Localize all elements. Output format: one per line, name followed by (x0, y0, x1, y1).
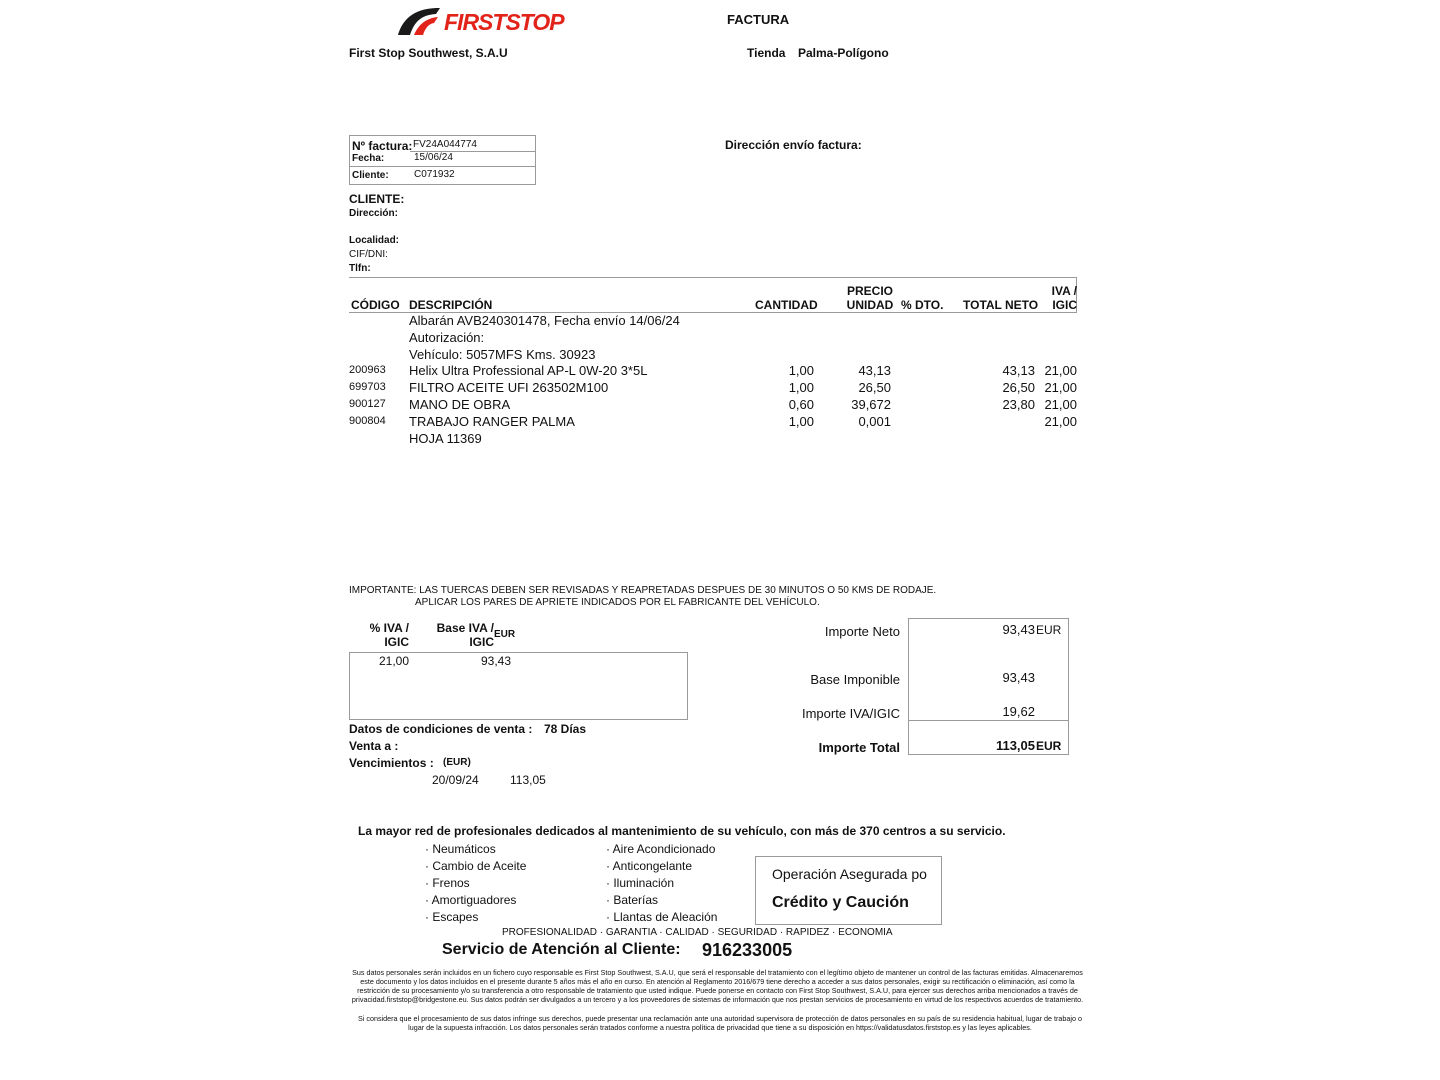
client-heading: CLIENTE: (349, 192, 405, 206)
list-item: · Frenos (425, 876, 470, 890)
store-label: Tienda (747, 46, 786, 60)
due-currency: (EUR) (443, 757, 471, 768)
important-notice: IMPORTANTE: LAS TUERCAS DEBEN SER REVISADAS Y REAPRETADAS DESPUES DE 30 MINUTOS O 50 KMS DE RODAJE. APLICAR LOS PARES DE APRIETE INDICADOS POR EL FABRICANTE DEL VEHÍCULO. (349, 585, 937, 608)
note-delivery: Albarán AVB240301478, Fecha envío 14/06/24 (409, 313, 680, 328)
client-code-label: Cliente: (352, 170, 389, 181)
invoice-date-label: Fecha: (352, 153, 385, 164)
col-unit-price: PRECIO UNIDAD (846, 284, 894, 312)
total-amount-value: 113,05 (995, 738, 1035, 753)
sale-conditions-value: 78 Días (544, 722, 587, 736)
line-notes (409, 312, 680, 363)
col-vat: IVA / IGIC (1051, 284, 1077, 312)
cif-label: CIF/DNI: (349, 249, 388, 260)
list-item: · Neumáticos (425, 842, 496, 856)
list-item: · Aire Acondicionado (606, 842, 716, 856)
address-label: Dirección: (349, 208, 398, 219)
due-date: 20/09/24 (432, 773, 479, 787)
net-amount-value: 93,43 (1002, 622, 1035, 637)
privacy-notice: Sus datos personales serán incluidos en un fichero cuyo responsable es First Stop Southwest, S.A.U, que será el responsable del tratamiento con el legítimo objeto de mantener un control de las facturas emitidas. Almacenaremos este documento y los datos incluidos en el presente durante 5 años más el año en curso. En atención al Reglamento 2016/679 tiene derecho a acceder a sus datos personales, exigir su rectificación o eliminación, así como la restricción de su procesamiento y/o su transferencia a otro responsable de tratamiento que usted indique. Puede ponerse en contacto con First Stop Southwest, S.A.U, para ejercer sus derechos arriba mencionados a través de privacidad.firststop@bridgestone.eu. Sus datos podrán ser divulgados a un tercero y a los proveedores de sistemas de información que nos prestan servicios de procesamiento en virtud de los respectivos acuerdos de tratamiento. (351, 968, 1084, 1004)
locality-label: Localidad: (349, 235, 400, 246)
vat-amount-value: 19,62 (1002, 704, 1035, 719)
list-item: · Baterías (606, 893, 659, 907)
services-left-list (425, 841, 526, 926)
list-item: · Anticongelante (606, 859, 693, 873)
col-description: DESCRIPCIÓN (409, 298, 493, 312)
taxable-base-value: 93,43 (1002, 670, 1035, 685)
due-label: Vencimientos : (349, 756, 434, 770)
col-quantity: CANTIDAD (755, 298, 818, 312)
phone-label: Tlfn: (349, 263, 371, 274)
invoice-date-value: 15/06/24 (414, 152, 453, 163)
vat-amount-label: Importe IVA/IGIC (801, 706, 900, 721)
services-right-list (606, 841, 717, 926)
billing-address-label: Dirección envío factura: (725, 138, 862, 152)
net-amount-currency: EUR (1036, 623, 1062, 637)
footer-tagline: La mayor red de profesionales dedicados al mantenimiento de su vehículo, con más de 370 centros a su servicio. (358, 824, 1006, 838)
insurance-line2: Crédito y Caución (772, 894, 909, 911)
vat-base-currency: EUR (494, 629, 516, 640)
due-amount: 113,05 (510, 773, 546, 787)
company-name: First Stop Southwest, S.A.U (349, 46, 508, 60)
insurance-line1: Operación Asegurada po (772, 866, 927, 882)
total-amount-label: Importe Total (818, 740, 900, 755)
sale-conditions-label: Datos de condiciones de venta : (349, 722, 533, 736)
trailing-note: HOJA 11369 (409, 431, 482, 446)
note-vehicle: Vehículo: 5057MFS Kms. 30923 (409, 347, 596, 362)
firststop-swoosh-icon (396, 5, 442, 37)
note-authorization: Autorización: (409, 330, 485, 345)
document-title: FACTURA (727, 12, 790, 27)
invoice-number-value: FV24A044774 (413, 139, 477, 150)
store-value: Palma-Polígono (798, 46, 889, 60)
list-item: · Amortiguadores (425, 893, 517, 907)
list-item: · Iluminación (606, 876, 675, 890)
list-item: · Escapes (425, 910, 479, 924)
col-discount: % DTO. (901, 298, 944, 312)
footer-values: PROFESIONALIDAD · GARANTIA · CALIDAD · SEGURIDAD · RAPIDEZ · ECONOMIA (502, 927, 893, 938)
totals-box (908, 618, 1069, 755)
invoice-number-label: Nº factura: (352, 139, 413, 153)
taxable-base-label: Base Imponible (810, 672, 900, 687)
company-logo (396, 4, 566, 38)
customer-service-label: Servicio de Atención al Cliente: (442, 941, 681, 958)
list-item: · Cambio de Aceite (425, 859, 527, 873)
vat-base-value: 93,43 (480, 654, 511, 668)
privacy-complaint-notice: Si considera que el procesamiento de sus datos infringe sus derechos, puede presentar una reclamación ante una autoridad supervisora de protección de datos personales en su país de su residencia habitual, lugar de trabajo o lugar de la supuesta infracción. Los datos personales serán tratados conforme a nuestra política de privacidad que tiene a su disposición en https://validatusdatos.firststop.es y las leyes aplicables. (357, 1014, 1082, 1032)
client-code-value: C071932 (414, 169, 455, 180)
total-amount-currency: EUR (1036, 739, 1062, 753)
vat-base-header: Base IVA / IGIC (436, 621, 494, 649)
col-net-total: TOTAL NETO (963, 298, 1039, 312)
col-code: CÓDIGO (351, 298, 400, 312)
list-item: · Llantas de Aleación (606, 910, 718, 924)
customer-service-phone: 916233005 (702, 940, 793, 960)
net-amount-label: Importe Neto (824, 624, 900, 639)
vat-rate-value: 21,00 (378, 654, 409, 668)
vat-rate-header: % IVA / IGIC (369, 621, 409, 649)
brand-wordmark: FIRSTSTOP (444, 9, 564, 35)
venta-label: Venta a : (349, 739, 399, 753)
